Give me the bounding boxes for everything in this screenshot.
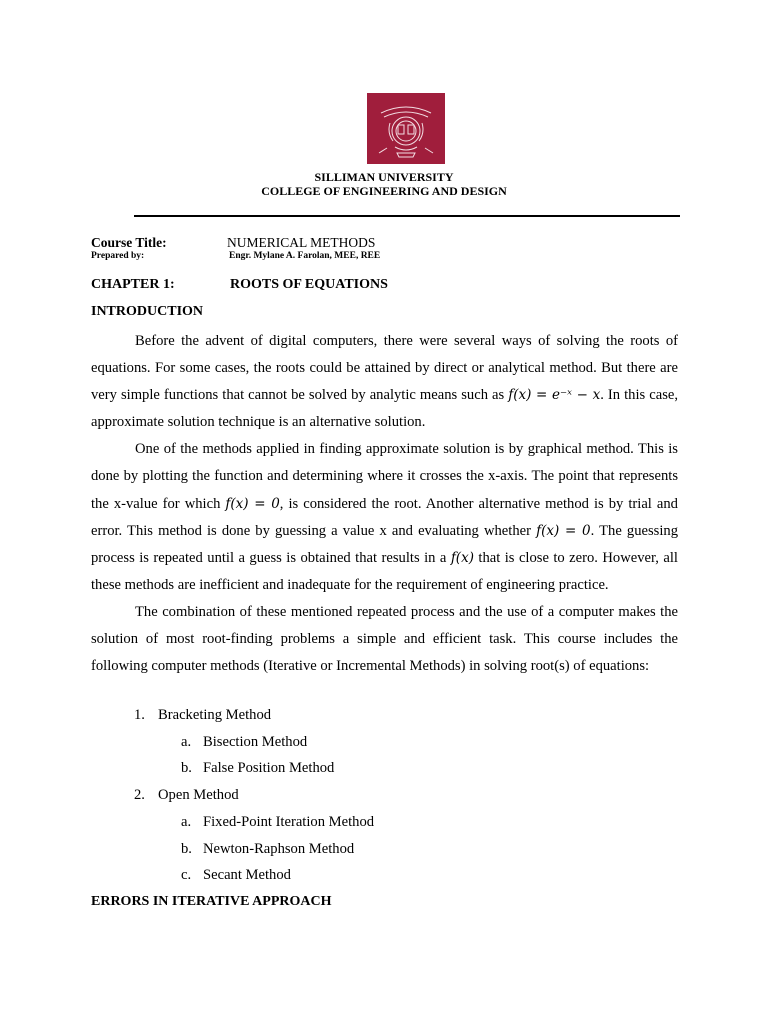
college-name: COLLEGE OF ENGINEERING AND DESIGN <box>261 184 507 198</box>
equation-fx: f(x) = e⁻ˣ − x <box>508 387 601 404</box>
equation-fx-zero: f(x) = 0 <box>225 495 280 512</box>
chapter-title: ROOTS OF EQUATIONS <box>230 277 388 292</box>
course-title-value: NUMERICAL METHODS <box>227 235 376 250</box>
chapter-label: CHAPTER 1: <box>91 277 175 292</box>
errors-heading: ERRORS IN ITERATIVE APPROACH <box>91 894 332 909</box>
list-item-bisection: a. Bisection Method <box>181 734 308 750</box>
list-item-false-position: b. False Position Method <box>181 760 335 776</box>
list-item-newton-raphson: b. Newton-Raphson Method <box>181 841 355 857</box>
list-item-secant: c. Secant Method <box>181 867 291 883</box>
university-seal-logo <box>367 93 445 164</box>
header-divider <box>134 215 680 217</box>
list-item-bracketing: 1. Bracketing Method <box>134 707 272 723</box>
intro-paragraph-3: The combination of these mentioned repeated process and the use of a computer makes the solution of most root-finding problems a simple and efficient task. This course includes the following computer methods (Iterative or Incremental Methods) in solving root(s) of equations: <box>91 603 678 675</box>
intro-paragraph-1: Before the advent of digital computers, there were several ways of solving the roots of equations. For some cases, the roots could be attained by direct or analytical method. But there are very simple functions that cannot be solved by analytic means such as f(x) = e⁻ˣ − x. In this case, approximate solution technique is an alternative solution. <box>91 333 679 431</box>
institution-header <box>0 170 768 198</box>
university-name: SILLIMAN UNIVERSITY <box>314 170 454 184</box>
intro-paragraph-2: One of the methods applied in finding approximate solution is by graphical method. This is done by plotting the function and determining where it crosses the x-axis. The point that represents the x-value for which f(x) = 0, is considered the root. Another alternative method is by trial and error. This method is done by guessing a value x and evaluating whether f(x) = 0. The guessing process is repeated until a guess is obtained that results in a f(x) that is close to zero. However, all these methods are inefficient and inadequate for the requirement of engineering practice. <box>91 441 678 593</box>
equation-fx-zero: f(x) = 0 <box>536 522 591 539</box>
seal-emblem-icon <box>367 93 445 164</box>
introduction-heading: INTRODUCTION <box>91 304 204 319</box>
list-item-fixed-point: a. Fixed-Point Iteration Method <box>181 814 375 830</box>
prepared-by-value: Engr. Mylane A. Farolan, MEE, REE <box>229 251 381 261</box>
equation-fx-term: f(x) <box>450 549 474 566</box>
course-title-label: Course Title: <box>91 235 167 250</box>
list-item-open-method: 2. Open Method <box>134 787 239 803</box>
introduction-body <box>91 328 678 680</box>
prepared-by-label: Prepared by: <box>91 251 145 261</box>
